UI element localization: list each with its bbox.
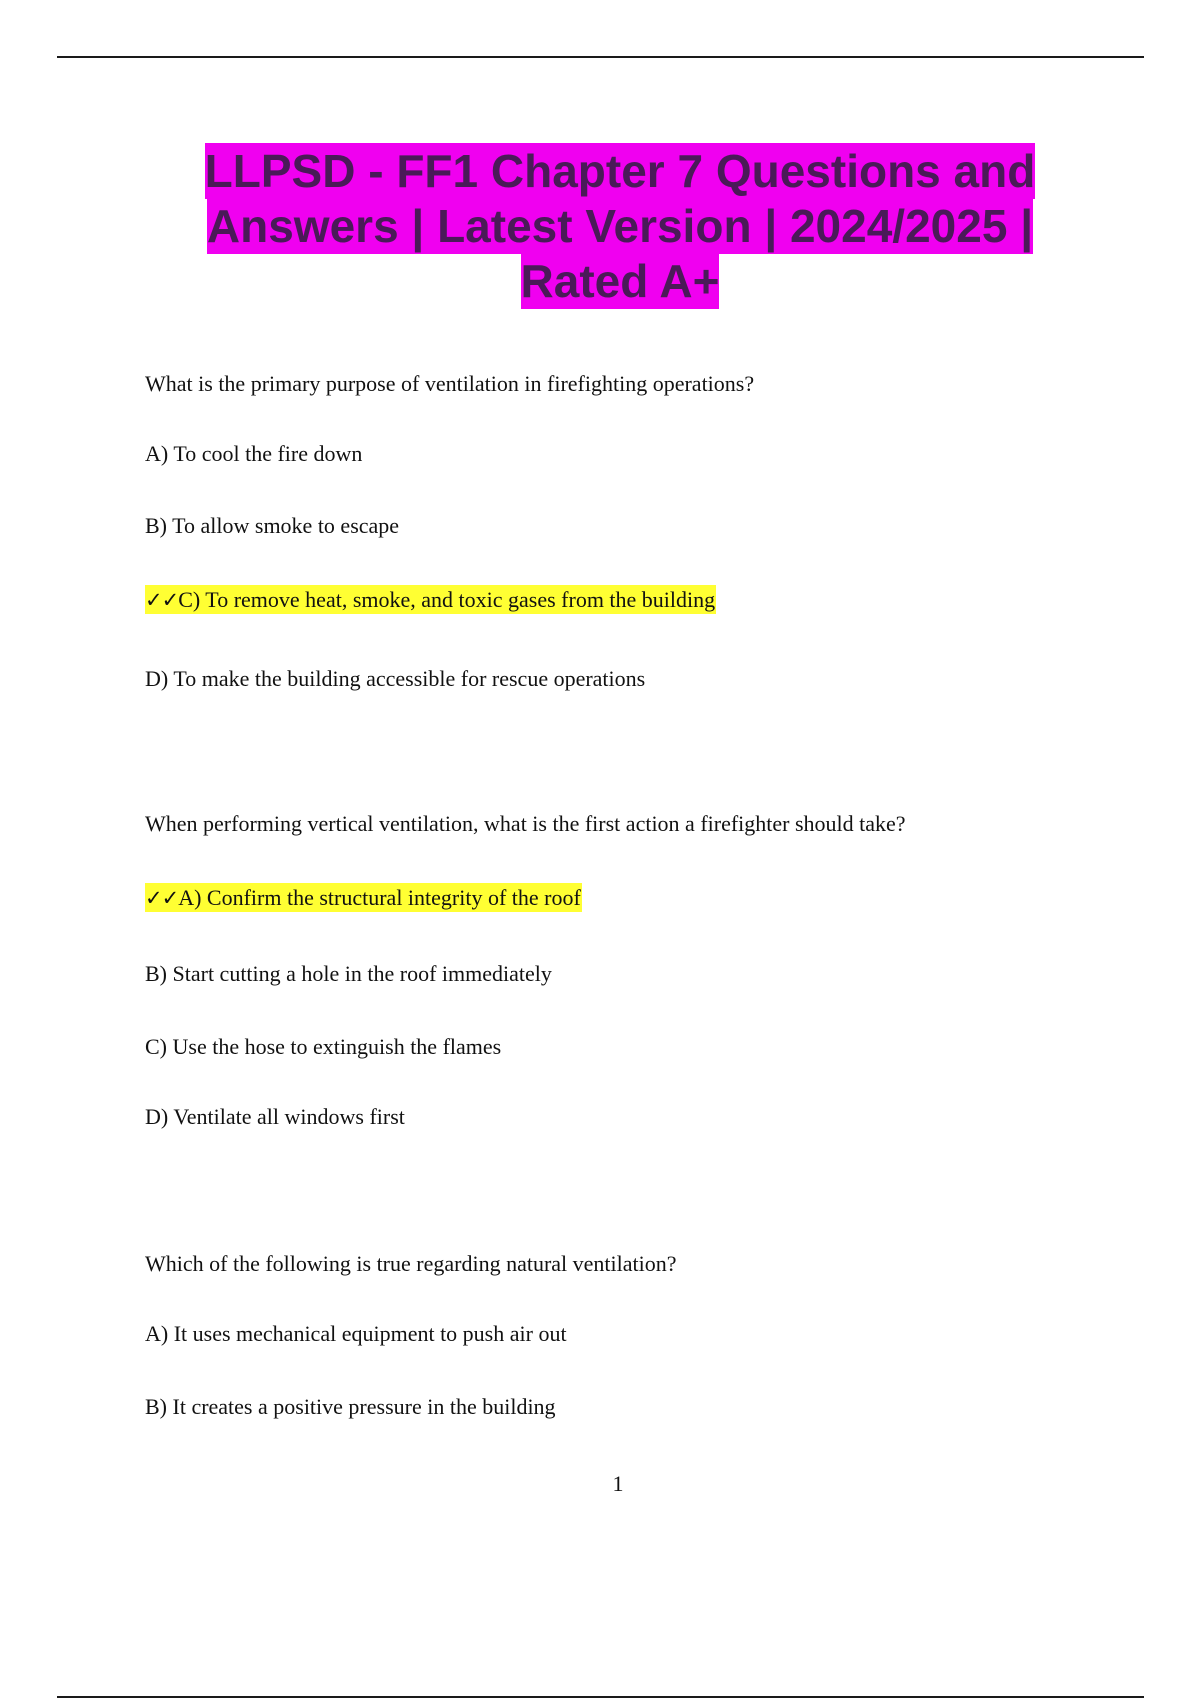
double-check-icon: ✓✓ xyxy=(145,588,179,612)
question-1-option-c-text: C) To remove heat, smoke, and toxic gases from the building xyxy=(178,587,716,612)
question-2-text: When performing vertical ventilation, what is the first action a firefighter should take? xyxy=(145,811,906,836)
question-3-option-b: B) It creates a positive pressure in the building xyxy=(145,1394,556,1419)
question-1-option-b: B) To allow smoke to escape xyxy=(145,513,400,538)
double-check-icon: ✓✓ xyxy=(145,886,179,910)
footer-rule xyxy=(57,1696,1144,1698)
question-3-text: Which of the following is true regarding natural ventilation? xyxy=(145,1251,677,1276)
question-1-text: What is the primary purpose of ventilation in firefighting operations? xyxy=(145,371,755,396)
answer-highlight xyxy=(145,883,582,912)
answer-highlight xyxy=(145,585,716,614)
question-2-option-c: C) Use the hose to extinguish the flames xyxy=(145,1034,502,1059)
header-rule xyxy=(57,56,1144,58)
question-3-option-a: A) It uses mechanical equipment to push air out xyxy=(145,1321,567,1346)
document-title xyxy=(170,144,1070,309)
question-2-option-b: B) Start cutting a hole in the roof immediately xyxy=(145,961,552,986)
page-number: 1 xyxy=(612,1471,624,1496)
question-1-option-c-correct xyxy=(145,586,716,614)
question-2-option-a-text: A) Confirm the structural integrity of the roof xyxy=(178,885,581,910)
document-title-text: LLPSD - FF1 Chapter 7 Questions and Answers | Latest Version | 2024/2025 | Rated A+ xyxy=(204,145,1036,307)
question-2-option-d: D) Ventilate all windows first xyxy=(145,1104,405,1129)
question-1-option-d: D) To make the building accessible for rescue operations xyxy=(145,666,646,691)
question-2-option-a-correct xyxy=(145,884,582,912)
question-1-option-a: A) To cool the fire down xyxy=(145,441,363,466)
